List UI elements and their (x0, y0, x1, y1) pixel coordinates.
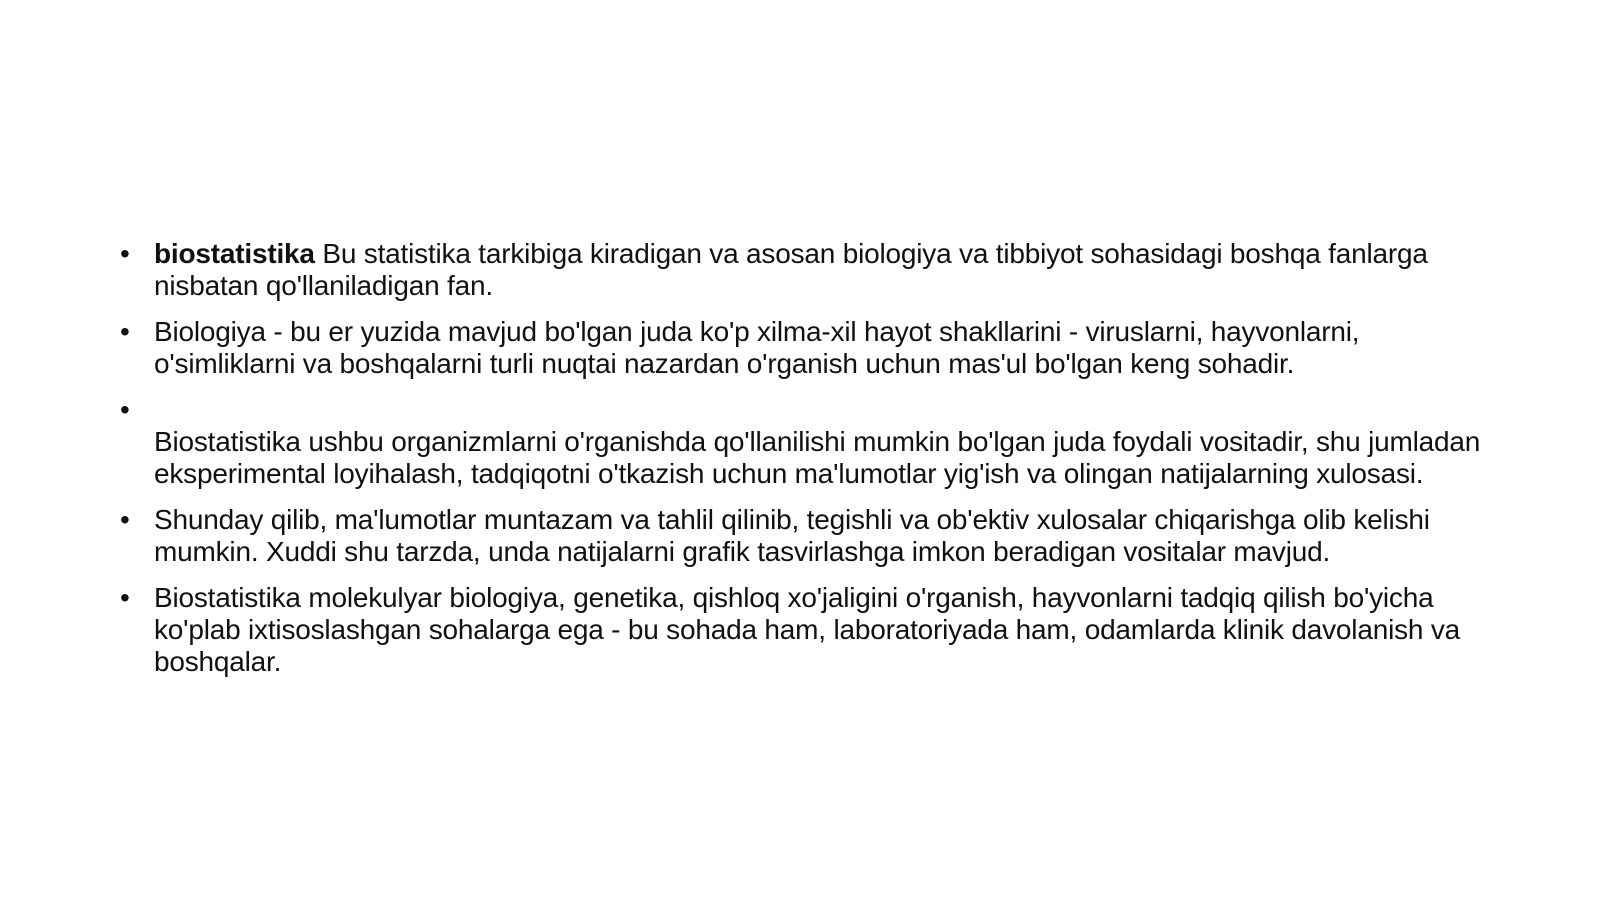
bullet-item-biostatistika-tool (118, 394, 1488, 490)
bullet-dot-icon: • (120, 504, 130, 535)
bullet-item-biostatistika-definition (118, 238, 1488, 302)
bullet-item-shunday (118, 504, 1488, 568)
bullet-item-biologiya (118, 316, 1488, 380)
bullet-text: Bu statistika tarkibiga kiradigan va asosan biologiya va tibbiyot sohasidagi boshqa fanlarga nisbatan qo'llaniladigan fan. (154, 238, 1428, 301)
bullet-text: Biologiya - bu er yuzida mavjud bo'lgan juda ko'p xilma-xil hayot shakllarini - viruslarni, hayvonlarni, o'simliklarni va boshqalarni turli nuqtai nazardan o'rganish uchun mas'ul bo'lgan keng sohadir. (154, 316, 1360, 379)
bullet-item-biostatistika-fields (118, 582, 1488, 678)
bullet-dot-icon: • (120, 394, 130, 425)
bullet-dot-icon: • (120, 582, 130, 613)
bullet-list (118, 238, 1488, 678)
bullet-text: Biostatistika ushbu organizmlarni o'rganishda qo'llanilishi mumkin bo'lgan juda foydali vositadir, shu jumladan eksperimental loyihalash, tadqiqotni o'tkazish uchun ma'lumotlar yig'ish va olingan natijalarning xulosasi. (154, 426, 1481, 489)
bullet-dot-icon: • (120, 316, 130, 347)
bullet-text: Biostatistika molekulyar biologiya, genetika, qishloq xo'jaligini o'rganish, hayvonlarni tadqiq qilish bo'yicha ko'plab ixtisoslashgan sohalarga ega - bu sohada ham, laboratoriyada ham, odamlarda klinik davolanish va boshqalar. (154, 582, 1461, 677)
slide-content (118, 238, 1488, 692)
bullet-term: biostatistika (154, 238, 315, 269)
bullet-text: Shunday qilib, ma'lumotlar muntazam va tahlil qilinib, tegishli va ob'ektiv xulosalar chiqarishga olib kelishi mumkin. Xuddi shu tarzda, unda natijalarni grafik tasvirlashga imkon beradigan vositalar mavjud. (154, 504, 1430, 567)
bullet-dot-icon: • (120, 238, 130, 269)
